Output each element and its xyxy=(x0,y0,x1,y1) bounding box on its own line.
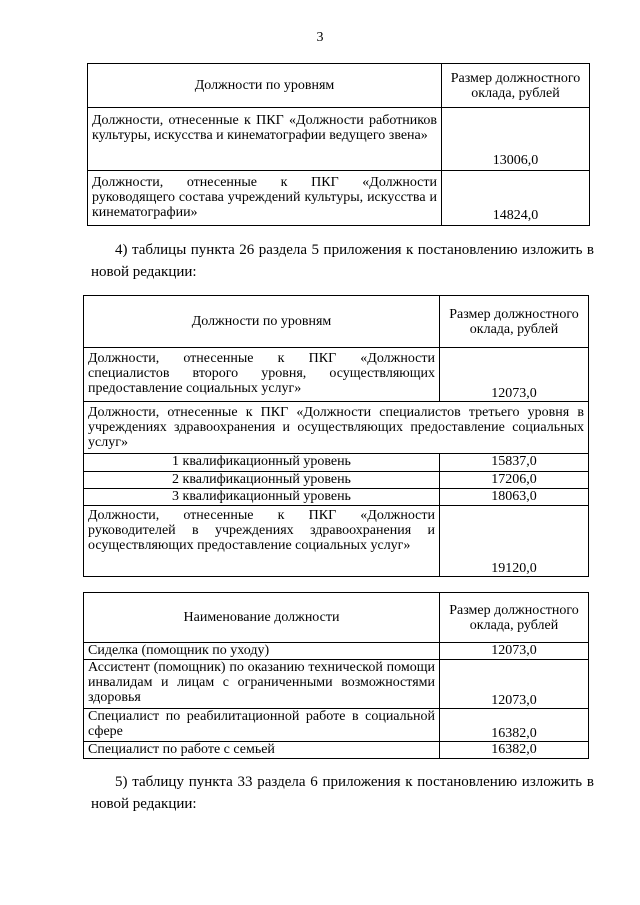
table-row xyxy=(84,454,589,472)
row-label: Ассистент (помощник) по оказанию технической помощи инвалидам и лицам с ограниченными возможностями здоровья xyxy=(84,660,440,709)
table-group-row xyxy=(84,402,589,454)
table-row xyxy=(84,709,589,742)
table-row xyxy=(84,643,589,660)
row-label: Специалист по работе с семьей xyxy=(84,742,440,759)
table-row xyxy=(84,742,589,759)
row-label: 2 квалификационный уровень xyxy=(84,472,440,489)
column-header-positions: Должности по уровням xyxy=(84,296,440,348)
salary-table-social-services xyxy=(83,295,589,577)
row-label: Должности, отнесенные к ПКГ «Должности руководителей в учреждениях здравоохранения и осуществляющих предоставление социальных услуг» xyxy=(84,506,440,577)
column-header-salary: Размер должностного оклада, рублей xyxy=(440,296,589,348)
table-row xyxy=(84,489,589,506)
table-row xyxy=(84,660,589,709)
row-label: Специалист по реабилитационной работе в социальной сфере xyxy=(84,709,440,742)
row-value: 18063,0 xyxy=(440,489,589,506)
row-value: 14824,0 xyxy=(442,171,590,226)
table-row xyxy=(84,348,589,402)
table-header-row xyxy=(84,593,589,643)
table-row xyxy=(84,506,589,577)
column-header-position-name: Наименование должности xyxy=(84,593,440,643)
row-value: 12073,0 xyxy=(440,660,589,709)
row-label: Должности, отнесенные к ПКГ «Должности руководящего состава учреждений культуры, искусства и кинематографии» xyxy=(88,171,442,226)
row-value: 15837,0 xyxy=(440,454,589,472)
paragraph-item-5: 5) таблицу пункта 33 раздела 6 приложения к постановлению изложить в новой редакции: xyxy=(91,774,594,812)
group-label: Должности, отнесенные к ПКГ «Должности специалистов третьего уровня в учреждениях здравоохранения и осуществляющих предоставление социальных услуг» xyxy=(84,402,589,454)
salary-table-positions xyxy=(83,592,589,759)
column-header-positions: Должности по уровням xyxy=(88,64,442,108)
table-row xyxy=(88,171,590,226)
row-value: 17206,0 xyxy=(440,472,589,489)
row-label: Должности, отнесенные к ПКГ «Должности работников культуры, искусства и кинематографии ведущего звена» xyxy=(88,108,442,171)
row-value: 16382,0 xyxy=(440,742,589,759)
row-value: 13006,0 xyxy=(442,108,590,171)
row-value: 12073,0 xyxy=(440,643,589,660)
row-label: Сиделка (помощник по уходу) xyxy=(84,643,440,660)
row-label: 3 квалификационный уровень xyxy=(84,489,440,506)
column-header-salary: Размер должностного оклада, рублей xyxy=(442,64,590,108)
row-value: 12073,0 xyxy=(440,348,589,402)
paragraph-item-4: 4) таблицы пункта 26 раздела 5 приложения к постановлению изложить в новой редакции: xyxy=(91,242,594,280)
row-value: 19120,0 xyxy=(440,506,589,577)
salary-table-culture xyxy=(87,63,590,226)
page-number: 3 xyxy=(316,30,324,45)
table-row xyxy=(84,472,589,489)
column-header-salary: Размер должностного оклада, рублей xyxy=(440,593,589,643)
row-label: Должности, отнесенные к ПКГ «Должности специалистов второго уровня, осуществляющих предоставление социальных услуг» xyxy=(84,348,440,402)
row-value: 16382,0 xyxy=(440,709,589,742)
table-row xyxy=(88,108,590,171)
table-header-row xyxy=(88,64,590,108)
table-header-row xyxy=(84,296,589,348)
row-label: 1 квалификационный уровень xyxy=(84,454,440,472)
